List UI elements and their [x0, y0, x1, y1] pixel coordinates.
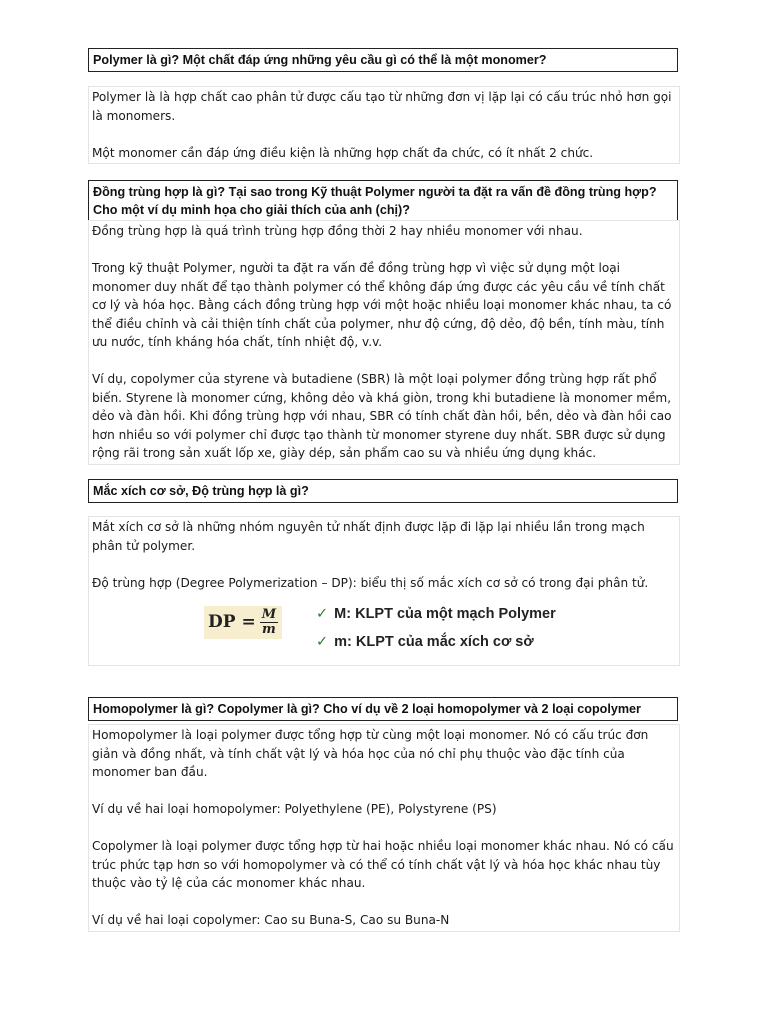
answer-box-4	[88, 724, 680, 932]
question-4-text: Homopolymer là gì? Copolymer là gì? Cho ví dụ về 2 loại homopolymer và 2 loại copolymer	[93, 702, 641, 716]
answer-2-paragraph-3: Ví dụ, copolymer của styrene và butadiene (SBR) là một loại polymer đồng trùng hợp rất phổ biến. Styrene là monomer cứng, không dẻo và khá giòn, trong khi butadiene là monomer mềm, dẻo và đàn hồi. Khi đồng trùng hợp với nhau, SBR có tính chất đàn hồi, bền, dẻo và đàn hồi cao hơn nhiều so với polymer chỉ được tạo thành từ monomer styrene duy nhất. SBR được sử dụng rộng rãi trong sản xuất lốp xe, giày dép, sản phẩm cao su và nhiều ứng dụng khác.	[92, 372, 672, 460]
check-icon: ✓	[316, 606, 329, 622]
answer-2-paragraph-2: Trong kỹ thuật Polymer, người ta đặt ra vấn đề đồng trùng hợp vì việc sử dụng một loại monomer duy nhất để tạo thành polymer có thể không đáp ứng được các yêu cầu về tính chất cơ lý và hóa học. Bằng cách đồng trùng hợp với một hoặc nhiều loại monomer khác nhau, ta có thể điều chỉnh và cải thiện tính chất của polymer, như độ cứng, độ dẻo, độ bền, tính màu, tính ưu nước, tính kháng hóa chất, tính nhiệt độ, v.v.	[92, 261, 672, 349]
answer-1-paragraph-1: Polymer là là hợp chất cao phân tử được cấu tạo từ những đơn vị lặp lại có cấu trúc nhỏ hơn gọi là monomers.	[92, 90, 672, 123]
dp-formula-denominator: m	[262, 622, 276, 637]
dp-formula	[204, 606, 282, 639]
question-box-4	[88, 697, 678, 721]
dp-formula-fraction	[260, 608, 278, 637]
check-icon: ✓	[316, 634, 329, 650]
answer-2-paragraph-1: Đồng trùng hợp là quá trình trùng hợp đồng thời 2 hay nhiều monomer với nhau.	[92, 224, 583, 238]
dp-formula-figure	[92, 592, 676, 664]
legend-item-M	[316, 600, 556, 628]
legend-item-M-text: M: KLPT của một mạch Polymer	[334, 606, 556, 622]
dp-formula-lhs: DP =	[208, 612, 256, 633]
question-box-3	[88, 479, 678, 503]
answer-4-paragraph-1: Homopolymer là loại polymer được tổng hợp từ cùng một loại monomer. Nó có cấu trúc đơn giản và đồng nhất, và tính chất vật lý và hóa học của nó chỉ phụ thuộc vào đặc tính của monomer ban đầu.	[92, 728, 649, 779]
question-2-text: Đồng trùng hợp là gì? Tại sao trong Kỹ thuật Polymer người ta đặt ra vấn đề đồng trùng hợp? Cho một ví dụ minh họa cho giải thích của anh (chị)?	[93, 185, 657, 217]
legend-item-m	[316, 628, 556, 656]
answer-box-1	[88, 86, 680, 164]
answer-4-paragraph-3: Copolymer là loại polymer được tổng hợp từ hai hoặc nhiều loại monomer khác nhau. Nó có cấu trúc phức tạp hơn so với homopolymer và có thể có tính chất vật lý và hóa học khác nhau tùy thuộc vào tỷ lệ của các monomer khác nhau.	[92, 839, 674, 890]
answer-4-paragraph-2: Ví dụ về hai loại homopolymer: Polyethylene (PE), Polystyrene (PS)	[92, 802, 497, 816]
legend-item-m-text: m: KLPT của mắc xích cơ sở	[334, 634, 534, 650]
question-1-text: Polymer là gì? Một chất đáp ứng những yêu cầu gì có thể là một monomer?	[93, 53, 547, 67]
answer-3-paragraph-2: Độ trùng hợp (Degree Polymerization – DP): biểu thị số mắc xích cơ sở có trong đại phân tử.	[92, 575, 649, 590]
answer-1-paragraph-2: Một monomer cần đáp ứng điều kiện là những hợp chất đa chức, có ít nhất 2 chức.	[92, 145, 594, 160]
dp-formula-numerator: M	[261, 607, 277, 622]
question-box-1	[88, 48, 678, 72]
question-3-text: Mắc xích cơ sở, Độ trùng hợp là gì?	[93, 484, 309, 498]
answer-4-paragraph-4: Ví dụ về hai loại copolymer: Cao su Buna-S, Cao su Buna-N	[92, 913, 450, 927]
dp-formula-legend	[316, 600, 556, 656]
question-box-2	[88, 180, 678, 222]
answer-box-2	[88, 220, 680, 465]
answer-3-paragraph-1: Mắt xích cơ sở là những nhóm nguyên tử nhất định được lặp đi lặp lại nhiều lần trong mạch phân tử polymer.	[92, 520, 645, 553]
answer-box-3	[88, 516, 680, 666]
